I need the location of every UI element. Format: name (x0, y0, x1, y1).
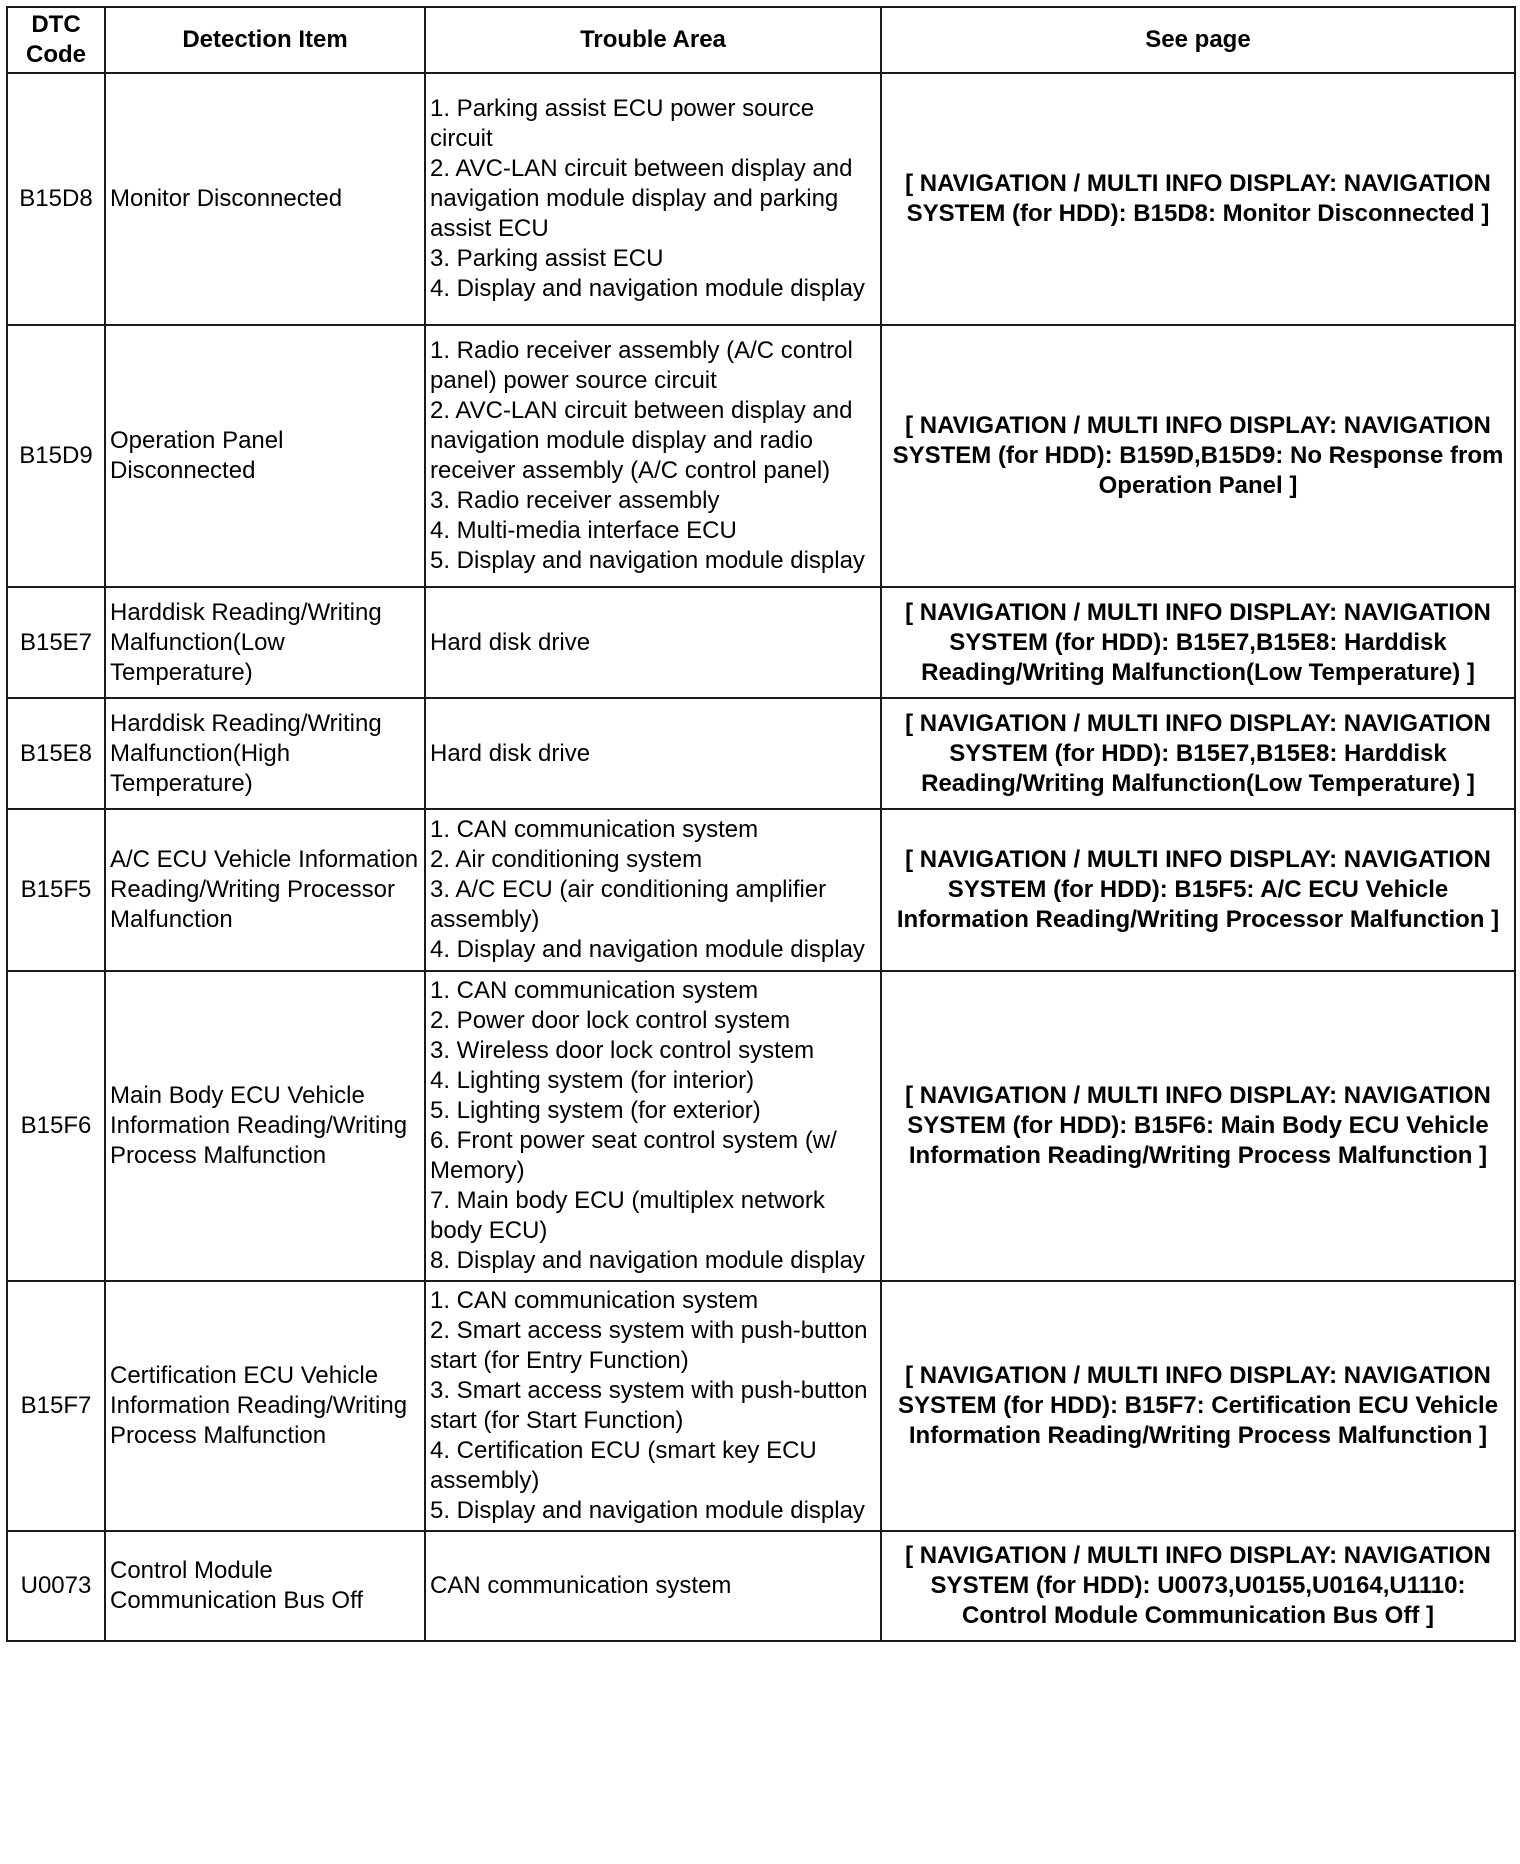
trouble-area-line: 3. Radio receiver assembly (430, 487, 720, 514)
trouble-area-line: 2. Smart access system with push-button start (for Entry Function) (430, 1317, 868, 1374)
trouble-area-cell (425, 73, 881, 325)
trouble-area-line: 3. Parking assist ECU (430, 245, 664, 272)
detection-item-cell: A/C ECU Vehicle Information Reading/Writing Processor Malfunction (105, 809, 425, 971)
header-detection-item: Detection Item (105, 7, 425, 73)
trouble-area-line: 4. Lighting system (for interior) (430, 1067, 755, 1094)
trouble-area-line: 4. Display and navigation module display (430, 936, 865, 963)
dtc-code-cell: B15F6 (7, 971, 105, 1281)
header-row (7, 7, 1515, 73)
trouble-area-cell (425, 325, 881, 587)
detection-item-cell: Control Module Communication Bus Off (105, 1531, 425, 1641)
trouble-area-line: 2. Power door lock control system (430, 1007, 791, 1034)
trouble-area-line: 2. AVC-LAN circuit between display and navigation module display and parking assist ECU (430, 155, 853, 242)
see-page-link[interactable]: [ NAVIGATION / MULTI INFO DISPLAY: NAVIGATION SYSTEM (for HDD): B15F7: Certification ECU Vehicle Information Reading/Writing Process Malfunction ] (881, 1281, 1515, 1531)
trouble-area-line: 3. Smart access system with push-button start (for Start Function) (430, 1377, 868, 1434)
trouble-area-line: 2. Air conditioning system (430, 846, 703, 873)
trouble-area-line: Hard disk drive (430, 739, 591, 767)
trouble-area-line: 7. Main body ECU (multiplex network body ECU) (430, 1187, 825, 1244)
see-page-link[interactable]: [ NAVIGATION / MULTI INFO DISPLAY: NAVIGATION SYSTEM (for HDD): U0073,U0155,U0164,U1110: Control Module Communication Bus Off ] (881, 1531, 1515, 1641)
trouble-area-line: 4. Multi-media interface ECU (430, 517, 737, 544)
trouble-area-line: 1. Radio receiver assembly (A/C control panel) power source circuit (430, 337, 853, 394)
trouble-area-line: 1. CAN communication system (430, 816, 759, 843)
dtc-table-container (6, 6, 1516, 1642)
table-row (7, 971, 1515, 1281)
trouble-area-line: 5. Display and navigation module display (430, 1497, 865, 1524)
trouble-area-line: 1. CAN communication system (430, 1287, 759, 1314)
trouble-area-cell (425, 971, 881, 1281)
dtc-code-cell: B15F5 (7, 809, 105, 971)
see-page-link[interactable]: [ NAVIGATION / MULTI INFO DISPLAY: NAVIGATION SYSTEM (for HDD): B15E7,B15E8: Harddisk Reading/Writing Malfunction(Low Temperature) ] (881, 698, 1515, 809)
trouble-area-line: 4. Display and navigation module display (430, 275, 865, 302)
header-trouble-area: Trouble Area (425, 7, 881, 73)
trouble-area-line: 3. Wireless door lock control system (430, 1037, 815, 1064)
dtc-code-cell: U0073 (7, 1531, 105, 1641)
detection-item-cell: Monitor Disconnected (105, 73, 425, 325)
dtc-code-cell: B15F7 (7, 1281, 105, 1531)
table-row (7, 1531, 1515, 1641)
dtc-code-cell: B15D9 (7, 325, 105, 587)
table-row (7, 73, 1515, 325)
trouble-area-line: 3. A/C ECU (air conditioning amplifier assembly) (430, 876, 827, 933)
see-page-link[interactable]: [ NAVIGATION / MULTI INFO DISPLAY: NAVIGATION SYSTEM (for HDD): B15F6: Main Body ECU Vehicle Information Reading/Writing Process Malfunction ] (881, 971, 1515, 1281)
trouble-area-line: 8. Display and navigation module display (430, 1247, 865, 1274)
dtc-code-cell: B15D8 (7, 73, 105, 325)
dtc-table (6, 6, 1516, 1642)
table-row (7, 587, 1515, 698)
header-see-page: See page (881, 7, 1515, 73)
trouble-area-line: 1. Parking assist ECU power source circuit (430, 95, 815, 152)
trouble-area-cell (425, 698, 881, 809)
see-page-link[interactable]: [ NAVIGATION / MULTI INFO DISPLAY: NAVIGATION SYSTEM (for HDD): B15E7,B15E8: Harddisk Reading/Writing Malfunction(Low Temperature) ] (881, 587, 1515, 698)
see-page-link[interactable]: [ NAVIGATION / MULTI INFO DISPLAY: NAVIGATION SYSTEM (for HDD): B159D,B15D9: No Response from Operation Panel ] (881, 325, 1515, 587)
trouble-area-cell (425, 809, 881, 971)
trouble-area-line: Hard disk drive (430, 628, 591, 656)
detection-item-cell: Certification ECU Vehicle Information Reading/Writing Process Malfunction (105, 1281, 425, 1531)
trouble-area-cell (425, 1531, 881, 1641)
trouble-area-cell (425, 587, 881, 698)
dtc-code-cell: B15E8 (7, 698, 105, 809)
trouble-area-cell (425, 1281, 881, 1531)
table-row (7, 1281, 1515, 1531)
trouble-area-line: 5. Display and navigation module display (430, 547, 865, 574)
see-page-link[interactable]: [ NAVIGATION / MULTI INFO DISPLAY: NAVIGATION SYSTEM (for HDD): B15D8: Monitor Disconnected ] (881, 73, 1515, 325)
trouble-area-line: 1. CAN communication system (430, 977, 759, 1004)
table-row (7, 809, 1515, 971)
trouble-area-line: 6. Front power seat control system (w/ Memory) (430, 1127, 837, 1184)
detection-item-cell: Main Body ECU Vehicle Information Reading/Writing Process Malfunction (105, 971, 425, 1281)
table-row (7, 325, 1515, 587)
trouble-area-line: 4. Certification ECU (smart key ECU assembly) (430, 1437, 817, 1494)
header-dtc-code (7, 7, 105, 73)
detection-item-cell: Harddisk Reading/Writing Malfunction(High Temperature) (105, 698, 425, 809)
detection-item-cell: Operation Panel Disconnected (105, 325, 425, 587)
header-dtc-code-line2: Code (26, 41, 86, 68)
trouble-area-line: 5. Lighting system (for exterior) (430, 1097, 761, 1124)
trouble-area-line: CAN communication system (430, 1572, 732, 1599)
header-dtc-code-line1: DTC (31, 11, 81, 38)
trouble-area-line: 2. AVC-LAN circuit between display and navigation module display and radio receiver assembly (A/C control panel) (430, 397, 853, 484)
see-page-link[interactable]: [ NAVIGATION / MULTI INFO DISPLAY: NAVIGATION SYSTEM (for HDD): B15F5: A/C ECU Vehicle Information Reading/Writing Processor Malfunction ] (881, 809, 1515, 971)
table-row (7, 698, 1515, 809)
dtc-code-cell: B15E7 (7, 587, 105, 698)
detection-item-cell: Harddisk Reading/Writing Malfunction(Low Temperature) (105, 587, 425, 698)
